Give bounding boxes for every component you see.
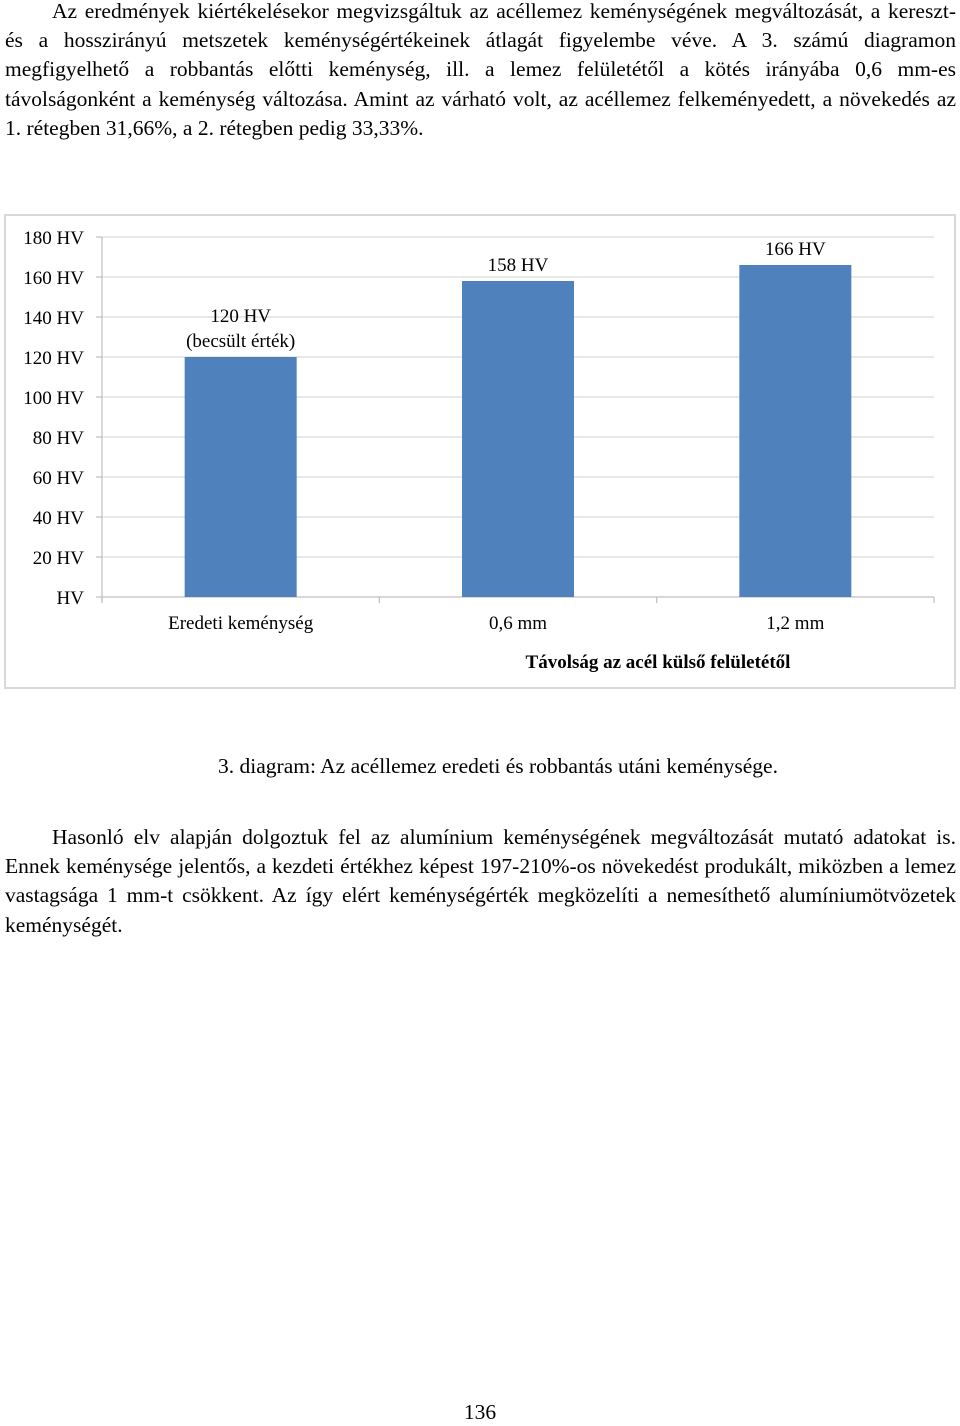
x-category-label: 0,6 mm (488, 613, 548, 634)
y-tick-label: 100 HV (23, 388, 84, 409)
y-tick-label: 120 HV (23, 348, 84, 369)
bar-data-label: (becsült érték) (186, 331, 296, 352)
chart-caption: 3. diagram: Az acéllemez eredeti és robbantás utáni keménysége. (218, 754, 778, 778)
intro-paragraph: Az eredmények kiértékelésekor megvizsgáltuk az acéllemez keménységének megváltozását, a kereszt- és a hosszirányú metszetek keménységértékeinek átlagát figyelembe véve. A 3. számú diagramon megfigyelhető a robbantás előtti keménység, ill. a lemez felületétől a kötés irányába 0,6 mm-es távolságonként a keménység változása. Amint az várható volt, az acéllemez felkeményedett, a növekedés az 1. rétegben 31,66%, a 2. rétegben pedig 33,33%. (5, 0, 956, 140)
page-number: 136 (463, 1400, 497, 1424)
y-tick-label: 140 HV (23, 308, 84, 329)
y-tick-label: 60 HV (32, 468, 84, 489)
bar-data-label: 166 HV (764, 239, 826, 260)
aluminium-paragraph: Hasonló elv alapján dolgoztuk fel az alumínium keménységének megváltozását mutató adatokat is. Ennek keménysége jelentős, a kezdeti értékhez képest 197-210%-os növekedést produkált, miközben a lemez vastagsága 1 mm-t csökkent. Az így elért keménységérték megközelíti a nemesíthető alumíniumötvözetek keménységét. (5, 825, 956, 937)
x-category-label: Eredeti keménység (168, 613, 314, 634)
y-tick-label: 40 HV (32, 508, 84, 529)
bar-data-label: 120 HV (210, 306, 272, 327)
y-tick-label: 80 HV (32, 428, 84, 449)
y-tick-label: 180 HV (23, 228, 84, 249)
x-category-label: 1,2 mm (766, 613, 825, 634)
y-tick-label: 160 HV (23, 268, 84, 289)
bar (462, 281, 574, 597)
bar (739, 265, 851, 597)
x-axis-title: Távolság az acél külső felületétől (525, 652, 791, 673)
hardness-bar-chart-svg (6, 216, 958, 691)
hardness-chart (4, 214, 956, 689)
y-tick-label: HV (56, 588, 84, 609)
bar-data-label: 158 HV (487, 255, 549, 276)
y-tick-label: 20 HV (32, 548, 84, 569)
bar (185, 357, 297, 597)
